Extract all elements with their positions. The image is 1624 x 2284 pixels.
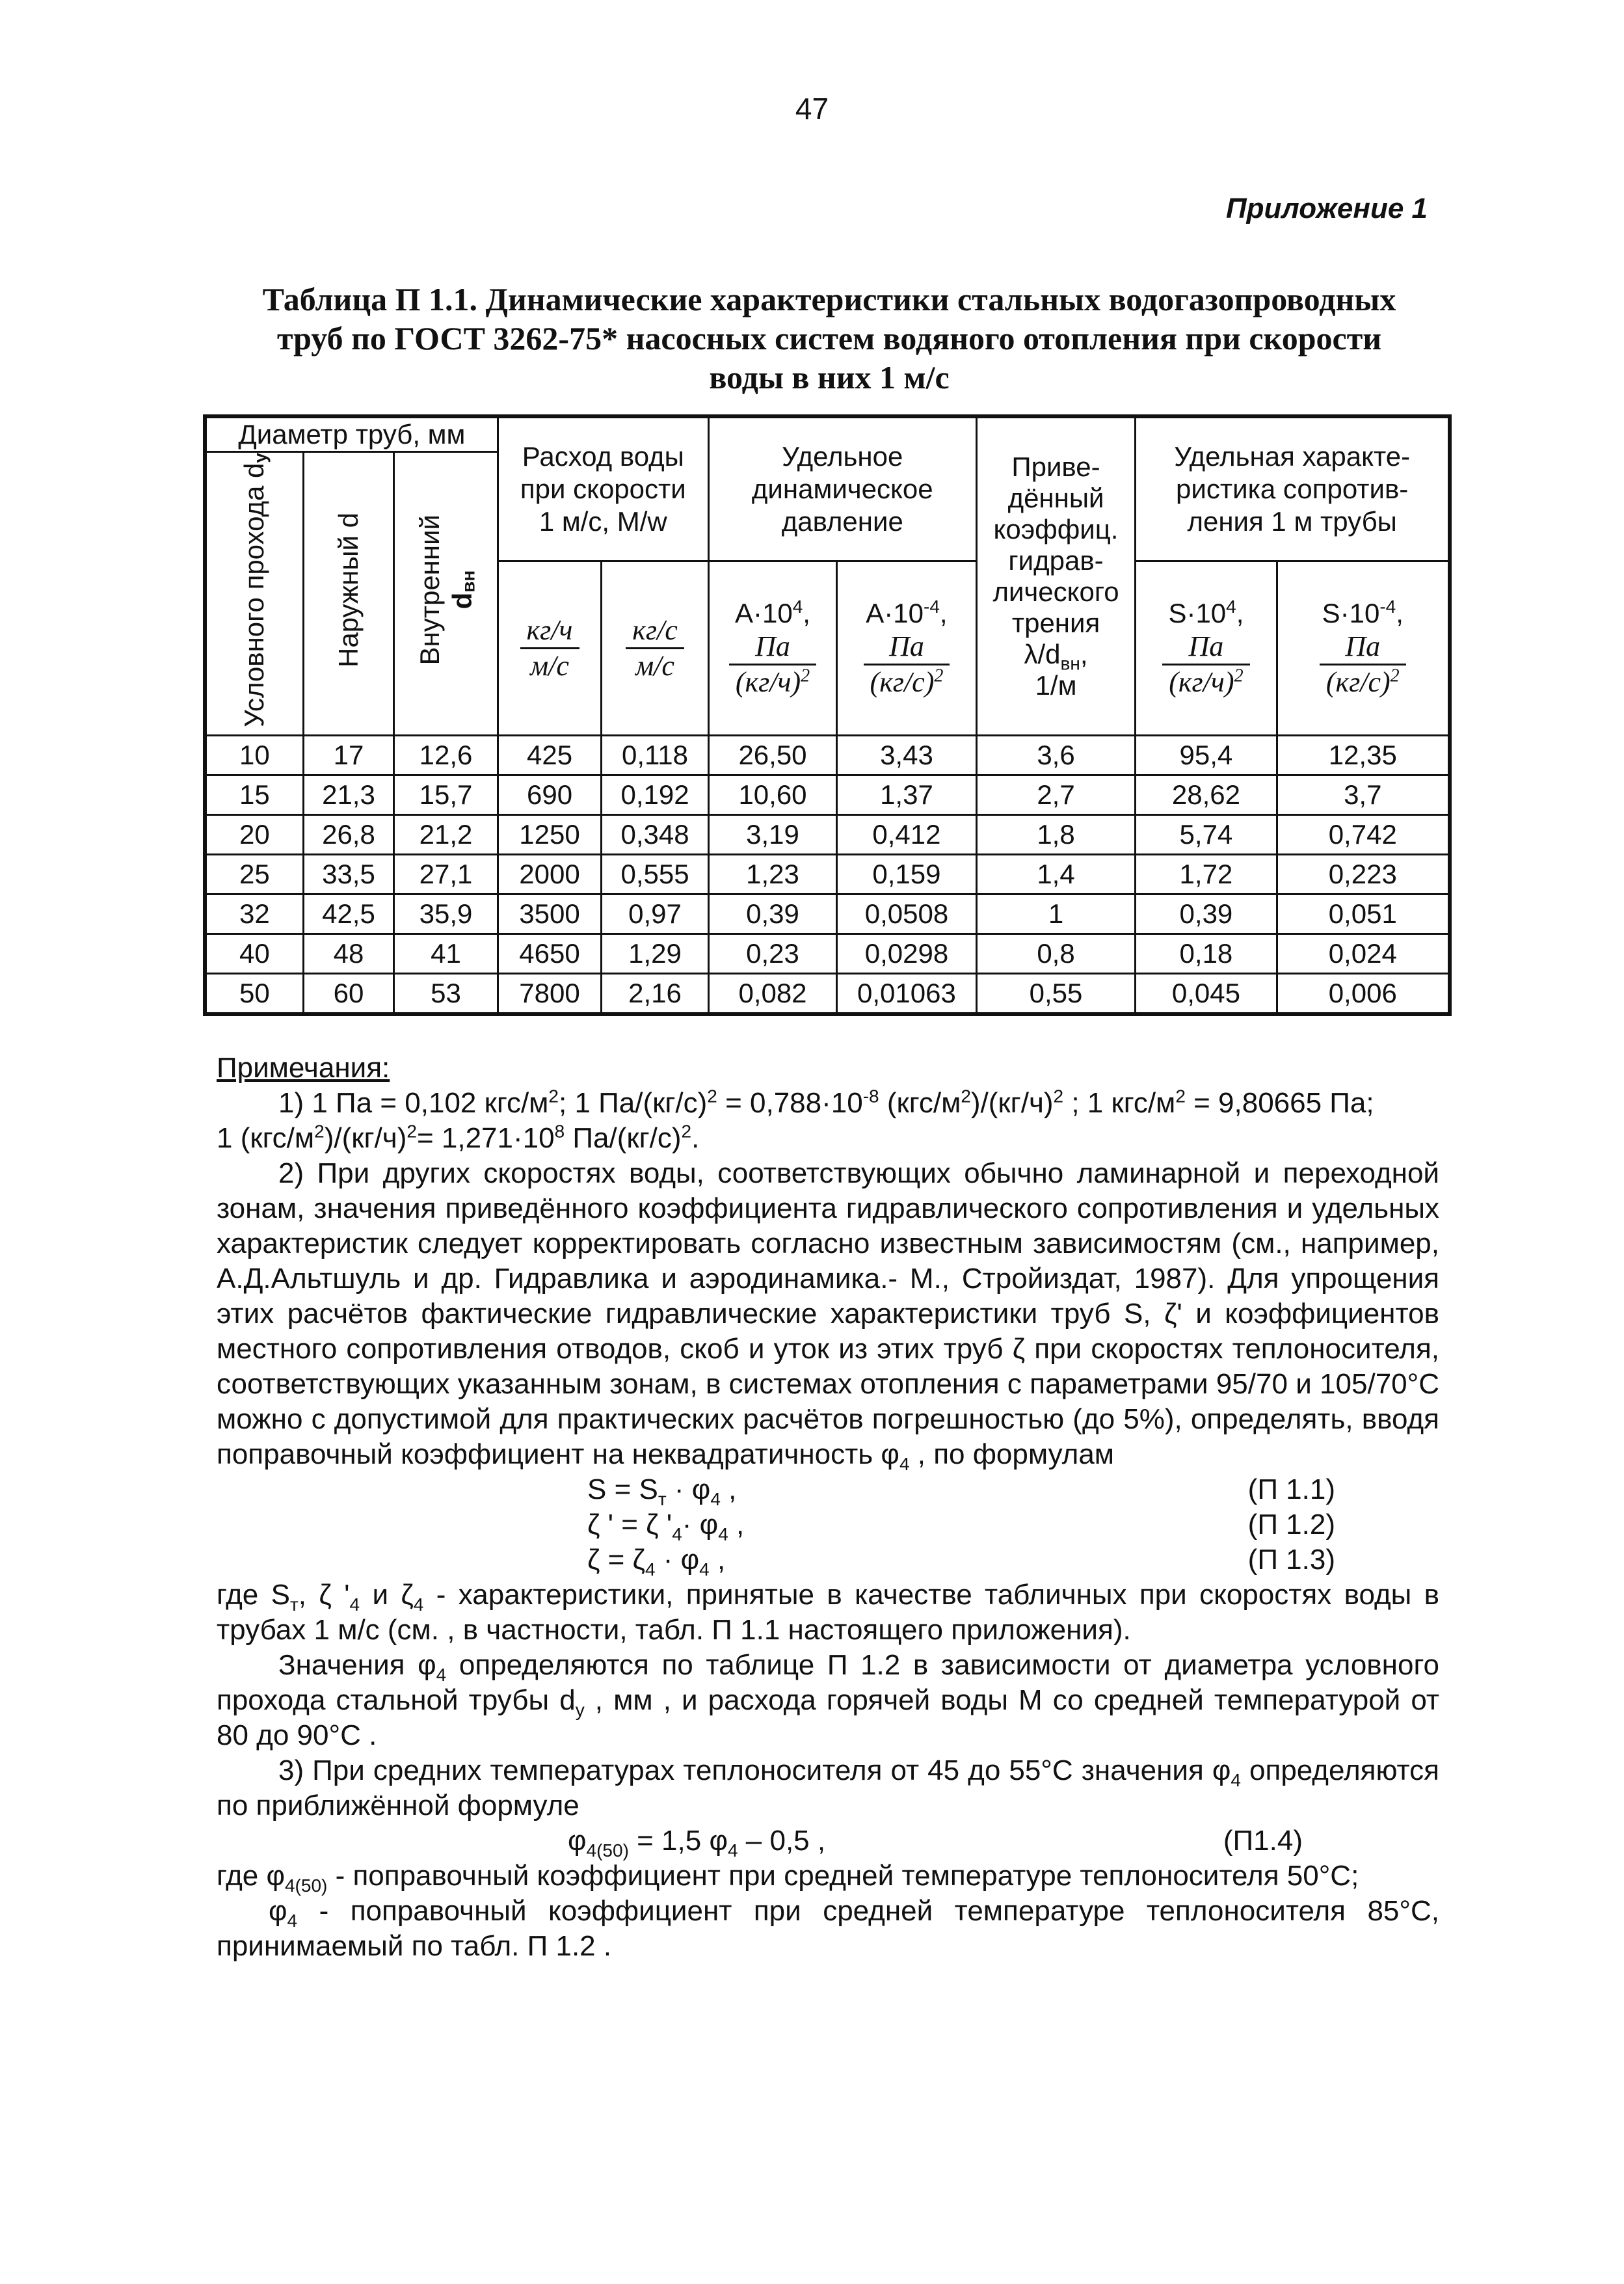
- table-cell: 5,74: [1136, 814, 1277, 854]
- flow-group-header: [498, 416, 708, 561]
- table-cell: 0,55: [976, 973, 1136, 1014]
- text: = 9,80665 Па;: [1185, 1087, 1374, 1119]
- formula-p1-1: [217, 1472, 1439, 1507]
- text: - поправочный коэффициент при средней температуре теплоносителя 50°С;: [327, 1860, 1359, 1892]
- formula-ref: (П1.4): [1223, 1825, 1303, 1857]
- subscript: 4: [413, 1594, 424, 1615]
- table-cell: 1,8: [976, 814, 1136, 854]
- table-cell: 0,23: [708, 934, 836, 973]
- subscript: 4(50): [284, 1875, 328, 1896]
- exponent: 8: [554, 1121, 565, 1142]
- den-text: (кг/с): [870, 665, 935, 698]
- header-line: давление: [781, 505, 903, 537]
- resistance-s-4-header: [1277, 561, 1450, 735]
- denominator: [729, 665, 816, 699]
- text: = 0,788·10: [717, 1087, 863, 1119]
- exponent: -8: [862, 1086, 879, 1107]
- subscript: 4: [287, 1910, 298, 1931]
- table-title-line: труб по ГОСТ 3262-75* насосных систем водяного отопления при скорости: [276, 320, 1382, 356]
- numerator: кг/с: [626, 613, 684, 649]
- table-cell: 50: [205, 973, 303, 1014]
- table-cell: 0,01063: [837, 973, 977, 1014]
- header-line: трения: [1011, 607, 1100, 638]
- table-row: [205, 814, 1450, 854]
- numerator: Па: [1320, 630, 1406, 665]
- notes: [217, 1051, 1439, 1964]
- unit-head: $S\cdot 10^{-4}$,: [1322, 596, 1404, 628]
- text: и ζ: [360, 1579, 414, 1611]
- table-cell: 0,192: [602, 775, 709, 814]
- table-cell: 1,23: [708, 854, 836, 894]
- text: = 1,5 φ: [628, 1825, 728, 1857]
- exponent: 2: [934, 665, 944, 686]
- inner-diameter-header: [394, 452, 498, 736]
- table-cell: 0,0298: [837, 934, 977, 973]
- formula-p1-3: [217, 1542, 1439, 1578]
- text: , ζ ': [298, 1579, 350, 1611]
- exponent: 2: [1234, 665, 1244, 686]
- header-line: при скорости: [520, 473, 686, 504]
- conditional-diameter-header: [205, 452, 303, 736]
- table-cell: 26,8: [303, 814, 394, 854]
- table-cell: 2,16: [602, 973, 709, 1014]
- text: где S: [217, 1579, 290, 1611]
- pressure-group-header: [708, 416, 976, 561]
- text: )/(кг/ч): [970, 1087, 1054, 1119]
- header-line: 1 м/с, M/w: [539, 505, 667, 537]
- table-cell: 27,1: [394, 854, 498, 894]
- table-cell: 0,555: [602, 854, 709, 894]
- table-title-line: Таблица П 1.1. Динамические характеристики стальных водогазопроводных: [262, 281, 1396, 317]
- exponent: 2: [406, 1121, 417, 1142]
- subscript: у: [575, 1699, 585, 1720]
- exponent: 2: [1390, 665, 1400, 686]
- subscript: 4: [1231, 1769, 1241, 1790]
- subscript: 4: [727, 1840, 738, 1861]
- table-cell: 2,7: [976, 775, 1136, 814]
- friction-coefficient-header: [976, 416, 1136, 735]
- den-text: (кг/ч): [1169, 665, 1234, 698]
- fraction: [1320, 630, 1406, 699]
- table-cell: 0,006: [1277, 973, 1450, 1014]
- table-cell: 33,5: [303, 854, 394, 894]
- header-line: 1/м: [1035, 669, 1077, 701]
- table-cell: 0,0508: [837, 894, 977, 934]
- table-cell: 32: [205, 894, 303, 934]
- table-cell: 0,223: [1277, 854, 1450, 894]
- table-row: [205, 894, 1450, 934]
- denominator: [1162, 665, 1249, 699]
- header-line: ления 1 м трубы: [1187, 505, 1397, 537]
- comma: ,: [1080, 638, 1088, 669]
- header-line: дённый: [1007, 482, 1104, 513]
- table-cell: 95,4: [1136, 735, 1277, 775]
- table-cell: 0,348: [602, 814, 709, 854]
- pressure-a4-header: [708, 561, 836, 735]
- table-cell: 21,2: [394, 814, 498, 854]
- exponent: -4: [1379, 596, 1396, 617]
- subscript: 4: [899, 1453, 910, 1474]
- text: – 0,5 ,: [738, 1825, 826, 1857]
- text: · φ: [666, 1473, 711, 1505]
- subscript: 4: [436, 1664, 447, 1685]
- label-text: Условного прохода d: [239, 463, 270, 727]
- table-row: [205, 775, 1450, 814]
- exponent: 4: [792, 596, 803, 617]
- text: · φ: [655, 1544, 700, 1576]
- formula-ref: (П 1.3): [1247, 1544, 1335, 1576]
- numerator: кг/ч: [520, 613, 579, 649]
- text: φ: [568, 1825, 587, 1857]
- text: = 1,271·10: [416, 1122, 555, 1154]
- header-line: Удельная характе-: [1174, 440, 1411, 472]
- where-characteristics: [217, 1578, 1439, 1648]
- table-cell: 0,8: [976, 934, 1136, 973]
- text: - характеристики, принятые в качестве табличных при скоростях воды в трубах 1 м/с (см. , в частности, табл. П 1.1 настоящего приложения).: [217, 1579, 1439, 1646]
- appendix-label: Приложение 1: [1226, 193, 1428, 224]
- table-cell: 425: [498, 735, 601, 775]
- table-row: [205, 973, 1450, 1014]
- denominator: м/с: [530, 649, 569, 682]
- table-cell: 26,50: [708, 735, 836, 775]
- text: )/(кг/ч): [324, 1122, 407, 1154]
- fraction: [1162, 630, 1249, 699]
- text: ζ ' = ζ ': [587, 1509, 672, 1540]
- subscript: 4: [710, 1488, 721, 1509]
- text: ζ = ζ: [587, 1544, 645, 1576]
- text: определяются по приближённой формуле: [217, 1754, 1439, 1821]
- text: определяются по таблице П 1.2 в зависимости от диаметра условного прохода стальной трубы d: [217, 1649, 1440, 1716]
- denominator: [864, 665, 950, 699]
- flow-kgh-header: [498, 561, 601, 735]
- table-cell: 12,35: [1277, 735, 1450, 775]
- table-cell: 2000: [498, 854, 601, 894]
- den-text: (кг/с): [1325, 665, 1391, 698]
- table-row: [205, 735, 1450, 775]
- table-cell: 1,72: [1136, 854, 1277, 894]
- header-line: Удельное: [782, 440, 903, 472]
- text: , мм , и расхода горячей воды М со средней температурой от 80 до 90°С .: [217, 1684, 1439, 1751]
- table-cell: 15: [205, 775, 303, 814]
- table-cell: 20: [205, 814, 303, 854]
- table-cell: 17: [303, 735, 394, 775]
- header-line: Приве-: [1011, 451, 1100, 482]
- where-phi4: [217, 1894, 1439, 1964]
- flow-kgs-header: [602, 561, 709, 735]
- table-cell: 0,118: [602, 735, 709, 775]
- text: .: [691, 1122, 700, 1154]
- note-1-line-2: [217, 1121, 1439, 1156]
- subscript: вн: [1060, 653, 1080, 674]
- formula: [568, 1823, 825, 1859]
- denominator: [1320, 665, 1406, 699]
- table-cell: 21,3: [303, 775, 394, 814]
- table-cell: 3500: [498, 894, 601, 934]
- table-cell: 4650: [498, 934, 601, 973]
- header-line: [978, 638, 1135, 674]
- table-cell: 3,7: [1277, 775, 1450, 814]
- table-cell: 0,045: [1136, 973, 1277, 1014]
- table-title-line: воды в них 1 м/с: [709, 359, 950, 396]
- where-phi50: [217, 1859, 1439, 1894]
- exponent: 2: [961, 1086, 971, 1107]
- table-cell: 0,742: [1277, 814, 1450, 854]
- denominator: м/с: [635, 649, 674, 682]
- table-cell: 40: [205, 934, 303, 973]
- table-cell: 0,082: [708, 973, 836, 1014]
- header-line: гидрав-: [1008, 544, 1104, 576]
- header-line: лического: [992, 576, 1119, 607]
- page-number: 47: [795, 92, 829, 126]
- text: ,: [720, 1473, 737, 1505]
- numerator: Па: [1162, 630, 1249, 665]
- table-cell: 3,43: [837, 735, 977, 775]
- formula-ref: (П 1.1): [1247, 1473, 1335, 1505]
- numerator: Па: [864, 630, 950, 665]
- text: (кгс/м: [879, 1087, 961, 1119]
- subscript: 4: [718, 1524, 728, 1544]
- text: 3) При средних температурах теплоносителя от 45 до 55°С значения φ: [278, 1754, 1231, 1786]
- den-text: (кг/ч): [735, 665, 801, 698]
- table-row: [205, 854, 1450, 894]
- formula-p1-4: [217, 1823, 1439, 1859]
- table-cell: 42,5: [303, 894, 394, 934]
- table-cell: 10,60: [708, 775, 836, 814]
- header-line: динамическое: [751, 473, 933, 504]
- formula-p1-2: [217, 1507, 1439, 1542]
- note-3: [217, 1753, 1439, 1823]
- unit-head: $S\cdot 10^4$,: [1168, 596, 1244, 628]
- text: S = S: [587, 1473, 658, 1505]
- fraction: [520, 613, 579, 683]
- formula: [587, 1472, 736, 1507]
- text: φ: [269, 1895, 287, 1927]
- notes-title: Примечания:: [217, 1052, 390, 1084]
- symbol: d: [446, 593, 477, 610]
- dynamics-table: [203, 414, 1452, 1016]
- unit-head: $A\cdot 10^{-4}$,: [866, 596, 948, 628]
- table-cell: 48: [303, 934, 394, 973]
- formula: [587, 1507, 744, 1542]
- table-cell: 1250: [498, 814, 601, 854]
- label: S·10: [1168, 597, 1227, 628]
- note-2: [217, 1156, 1439, 1472]
- text: ,: [728, 1509, 745, 1540]
- header-line: коэффиц.: [993, 513, 1119, 544]
- exponent: 2: [681, 1121, 692, 1142]
- vertical-label: Наружный d: [332, 512, 364, 667]
- vertical-label: [238, 453, 271, 727]
- subscript: т: [658, 1488, 667, 1509]
- table-cell: 60: [303, 973, 394, 1014]
- exponent: 2: [801, 665, 810, 686]
- table-cell: 1,37: [837, 775, 977, 814]
- subscript: 4: [645, 1559, 656, 1579]
- exponent: -4: [924, 596, 940, 617]
- table-cell: 7800: [498, 973, 601, 1014]
- table-cell: 3,6: [976, 735, 1136, 775]
- table-body: [205, 735, 1450, 1014]
- label: A·10: [735, 597, 793, 628]
- table-cell: 12,6: [394, 735, 498, 775]
- subscript: т: [289, 1594, 299, 1615]
- table-cell: 0,159: [837, 854, 977, 894]
- table-cell: 0,024: [1277, 934, 1450, 973]
- label: A·10: [866, 597, 924, 628]
- lambda-symbol: λ/d: [1024, 638, 1061, 669]
- exponent: 2: [1175, 1086, 1186, 1107]
- header-line: Расход воды: [522, 440, 684, 472]
- fraction: [729, 630, 816, 699]
- table-cell: 1,4: [976, 854, 1136, 894]
- text: ; 1 кгс/м: [1063, 1087, 1176, 1119]
- table-cell: 1,29: [602, 934, 709, 973]
- table-cell: 25: [205, 854, 303, 894]
- exponent: 2: [1053, 1086, 1064, 1107]
- values-paragraph: [217, 1648, 1439, 1753]
- subscript: у: [250, 453, 271, 463]
- pressure-a-4-header: [837, 561, 977, 735]
- text: Па/(кг/с): [565, 1122, 682, 1154]
- subscript: 4: [349, 1594, 360, 1615]
- formula: [587, 1542, 725, 1578]
- table-cell: 0,39: [1136, 894, 1277, 934]
- text: Значения φ: [278, 1649, 436, 1681]
- table-title: [215, 280, 1444, 397]
- table-cell: 0,412: [837, 814, 977, 854]
- unit-head: $A\cdot 10^4$,: [735, 596, 810, 628]
- numerator: Па: [729, 630, 816, 665]
- diameter-group-header: Диаметр труб, мм: [205, 416, 498, 452]
- exponent: 2: [548, 1086, 559, 1107]
- label: S·10: [1322, 597, 1380, 628]
- exponent: 2: [314, 1121, 325, 1142]
- text: где φ: [217, 1860, 285, 1892]
- subscript: 4: [672, 1524, 682, 1544]
- table-cell: 10: [205, 735, 303, 775]
- text: 1) 1 Па = 0,102 кгс/м: [278, 1087, 549, 1119]
- note-1-line-1: [217, 1086, 1439, 1121]
- table-cell: 0,39: [708, 894, 836, 934]
- vertical-label: [414, 515, 479, 665]
- table-cell: 41: [394, 934, 498, 973]
- text: · φ: [682, 1509, 719, 1540]
- formula-ref: (П 1.2): [1247, 1509, 1335, 1540]
- subscript: 4: [699, 1559, 710, 1579]
- fraction: [626, 613, 684, 683]
- table-cell: 53: [394, 973, 498, 1014]
- text: - поправочный коэффициент при средней температуре теплоносителя 85°С, принимаемый по табл. П 1.2 .: [217, 1895, 1439, 1962]
- exponent: 2: [707, 1086, 717, 1107]
- fraction: [864, 630, 950, 699]
- table-cell: 0,97: [602, 894, 709, 934]
- text: 1 (кгс/м: [217, 1122, 315, 1154]
- exponent: 4: [1226, 596, 1236, 617]
- table-cell: 0,051: [1277, 894, 1450, 934]
- label-text: Внутренний: [414, 515, 445, 665]
- resistance-s4-header: [1136, 561, 1277, 735]
- text: ,: [709, 1544, 726, 1576]
- subscript: вн: [457, 571, 478, 593]
- table-cell: 690: [498, 775, 601, 814]
- table-cell: 3,19: [708, 814, 836, 854]
- table-cell: 0,18: [1136, 934, 1277, 973]
- table-cell: 15,7: [394, 775, 498, 814]
- subscript: 4(50): [586, 1840, 629, 1861]
- table-row: [205, 934, 1450, 973]
- header-line: ристика сопротив-: [1176, 473, 1409, 504]
- table-cell: 35,9: [394, 894, 498, 934]
- table-cell: 1: [976, 894, 1136, 934]
- resistance-group-header: [1136, 416, 1450, 561]
- outer-diameter-header: [303, 452, 394, 736]
- text: 2) При других скоростях воды, соответствующих обычно ламинарной и переходной зонам, значения приведённого коэффициента гидравлического сопротивления и удельных характеристик следует корректировать согласно известным зависимостям (см., например, А.Д.Альтшуль и др. Гидравлика и аэродинамика.- М., Стройиздат, 1987). Для упрощения этих расчётов фактические гидравлические характеристики труб S, ζ' и коэффициентов местного сопротивления отводов, скоб и уток из этих труб ζ при скоростях теплоносителя, соответствующих указанным зонам, в системах отопления с параметрами 95/70 и 105/70°С можно с допустимой для практических расчётов погрешностью (до 5%), определять, вводя поправочный коэффициент на неквадратичность φ: [217, 1157, 1439, 1470]
- text: , по формулам: [909, 1438, 1115, 1470]
- table-cell: 28,62: [1136, 775, 1277, 814]
- text: ; 1 Па/(кг/с): [559, 1087, 708, 1119]
